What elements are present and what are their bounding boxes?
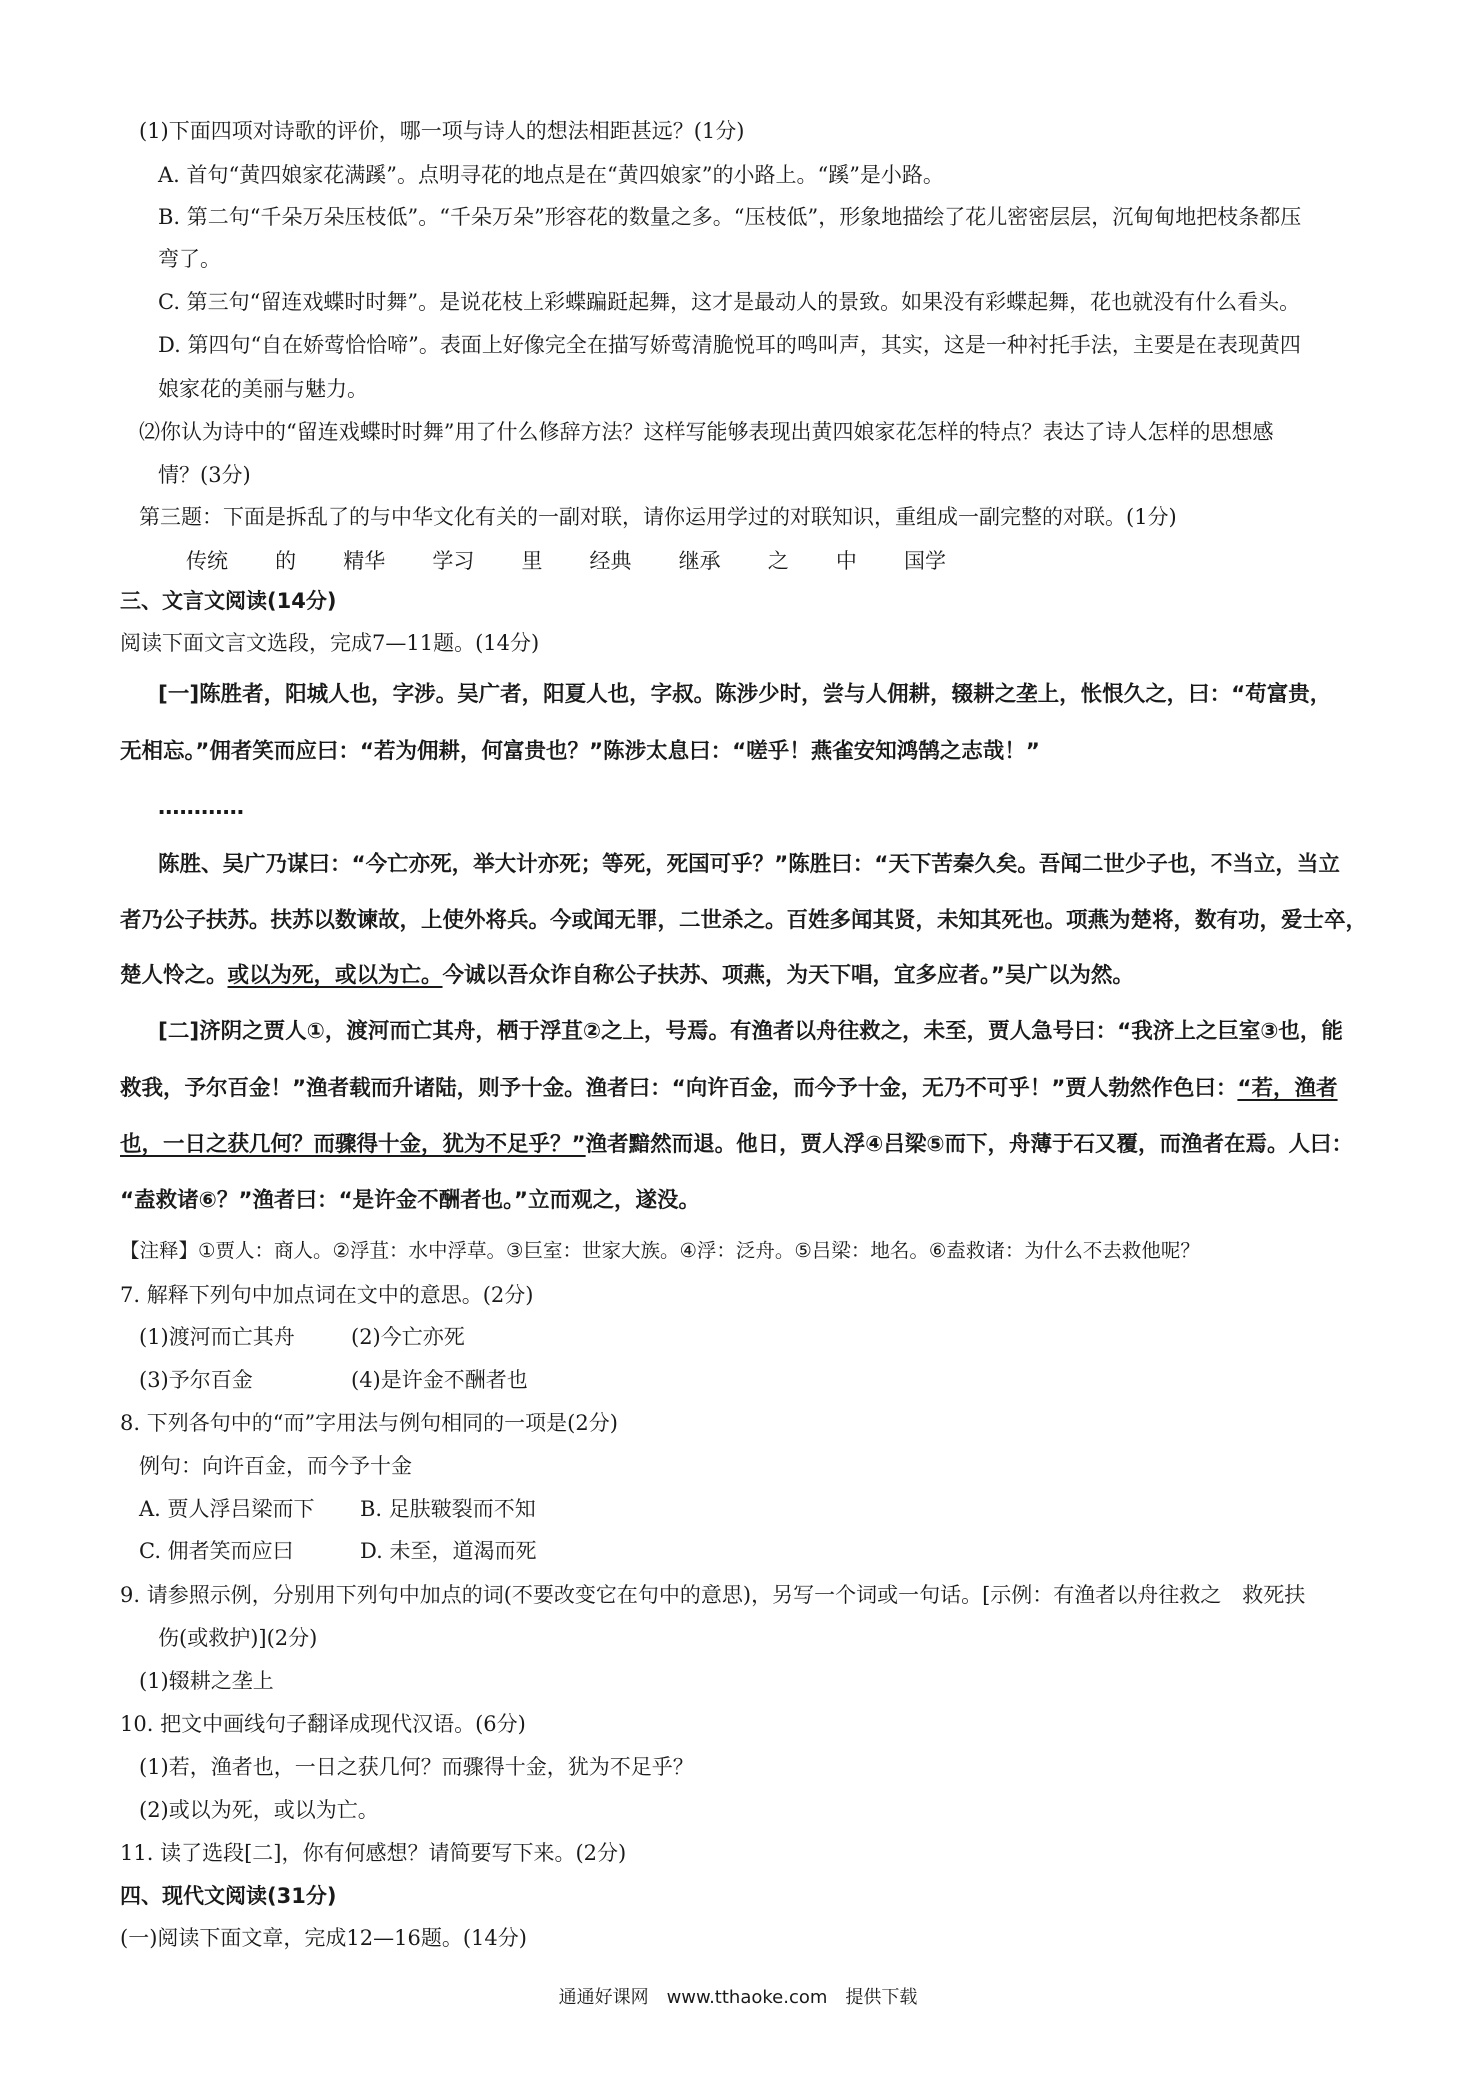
question-8-option-b: B. 足肤皲裂而不知: [360, 1497, 536, 1521]
underlined-sentence: 也，一日之获几何？而骤得十金，犹为不足乎？”: [120, 1132, 586, 1157]
couplet-word: 中: [835, 549, 857, 573]
question-9-item1: (1)辍耕之垄上: [139, 1669, 274, 1693]
question-11: 11. 读了选段[二]，你有何感想？请简要写下来。(2分): [120, 1841, 627, 1865]
question-10: 10. 把文中画线句子翻译成现代汉语。(6分): [120, 1712, 526, 1736]
passage-1-line1: [一]陈胜者，阳城人也，字涉。吴广者，阳夏人也，字叔。陈涉少时，尝与人佣耕，辍耕之垄上，怅恨久之，曰：“苟富贵，: [158, 682, 1332, 707]
section-4-heading: 四、现代文阅读(31分): [120, 1884, 337, 1908]
passage-2-text: 楚人怜之。: [120, 963, 228, 988]
question-10-item1: (1)若，渔者也，一日之获几何？而骤得十金，犹为不足乎？: [139, 1755, 694, 1779]
couplet-word: 精华: [343, 549, 386, 573]
section-4-intro: (一)阅读下面文章，完成12—16题。(14分): [120, 1926, 527, 1950]
question-8-option-c: C. 佣者笑而应曰: [139, 1539, 294, 1563]
question-8: 8. 下列各句中的“而”字用法与例句相同的一项是(2分): [120, 1411, 618, 1435]
passage-2-text: 今诚以吾众诈自称公子扶苏、项燕，为天下唱，宜多应者。”吴广以为然。: [442, 963, 1134, 988]
question-7-item1: (1)渡河而亡其舟: [139, 1325, 295, 1349]
option-d-line1: D. 第四句“自在娇莺恰恰啼”。表面上好像完全在描写娇莺清脆悦耳的鸣叫声，其实，这是一种衬托手法，主要是在表现黄四: [158, 333, 1301, 357]
couplet-word: 的: [275, 549, 297, 573]
passage-1-line2: 无相忘。”佣者笑而应曰：“若为佣耕，何富贵也？”陈涉太息曰：“嗟乎！燕雀安知鸿鹄之志哉！”: [120, 739, 1040, 764]
couplet-word: 国学: [903, 549, 946, 573]
couplet-word-row: [186, 545, 946, 575]
couplet-word: 经典: [589, 549, 632, 573]
passage-3-text: 渔者黯然而退。他日，贾人浮④吕梁⑤而下，舟薄于石又覆，而渔者在焉。人曰：: [585, 1132, 1354, 1157]
ellipsis: …………: [158, 795, 244, 820]
option-b-line1: B. 第二句“千朵万朵压枝低”。“千朵万朵”形容花的数量之多。“压枝低”，形象地描绘了花儿密密层层，沉甸甸地把枝条都压: [158, 205, 1302, 229]
couplet-word: 继承: [678, 549, 721, 573]
option-b-line2: 弯了。: [158, 247, 221, 271]
option-a: A. 首句“黄四娘家花满蹊”。点明寻花的地点是在“黄四娘家”的小路上。“蹊”是小路。: [158, 163, 944, 187]
question-2-line1: ⑵你认为诗中的“留连戏蝶时时舞”用了什么修辞方法？这样写能够表现出黄四娘家花怎样的特点？表达了诗人怎样的思想感: [139, 420, 1274, 444]
question-7-item4: (4)是许金不酬者也: [351, 1368, 528, 1392]
passage-2-line3: [120, 961, 1134, 991]
option-d-line2: 娘家花的美丽与魅力。: [158, 377, 368, 401]
question-8-option-a: A. 贾人浮吕梁而下: [139, 1497, 315, 1521]
option-c: C. 第三句“留连戏蝶时时舞”。是说花枝上彩蝶蹁跹起舞，这才是最动人的景致。如果没有彩蝶起舞，花也就没有什么看头。: [158, 290, 1301, 314]
underlined-sentence: “若，渔者: [1237, 1076, 1338, 1101]
passage-3-line3: [120, 1130, 1353, 1160]
couplet-word: 传统: [186, 549, 228, 573]
question-1: (1)下面四项对诗歌的评价，哪一项与诗人的想法相距甚远？(1分): [139, 119, 745, 143]
section-3-intro: 阅读下面文言文选段，完成7—11题。(14分): [120, 631, 540, 655]
annotation-note: 【注释】①贾人：商人。②浮苴：水中浮草。③巨室：世家大族。④浮：泛舟。⑤吕梁：地名。⑥盍救诸：为什么不去救他呢？: [120, 1239, 1200, 1262]
passage-2-line2: 者乃公子扶苏。扶苏以数谏故，上使外将兵。今或闻无罪，二世杀之。百姓多闻其贤，未知其死也。项燕为楚将，数有功，爱士卒，: [120, 908, 1368, 933]
question-3: 第三题：下面是拆乱了的与中华文化有关的一副对联，请你运用学过的对联知识，重组成一副完整的对联。(1分): [139, 505, 1177, 529]
passage-3-line2: [120, 1074, 1338, 1104]
question-9-line1: 9. 请参照示例，分别用下列句中加点的词(不要改变它在句中的意思)，另写一个词或一句话。[示例：有渔者以舟往救之 救死扶: [120, 1583, 1306, 1607]
couplet-word: 学习: [432, 549, 475, 573]
couplet-word: 之: [767, 549, 789, 573]
question-2-line2: 情？(3分): [158, 463, 251, 487]
passage-3-line4: “盍救诸⑥？”渔者曰：“是许金不酬者也。”立而观之，遂没。: [120, 1188, 700, 1213]
question-8-option-d: D. 未至，道渴而死: [360, 1539, 537, 1563]
passage-3-text: 救我，予尔百金！”渔者载而升诸陆，则予十金。渔者曰：“向许百金，而今予十金，无乃不可乎！”贾人勃然作色曰：: [120, 1076, 1238, 1101]
question-10-item2: (2)或以为死，或以为亡。: [139, 1798, 379, 1822]
underlined-sentence: 或以为死，或以为亡。: [227, 963, 443, 988]
question-7-item3: (3)予尔百金: [139, 1368, 253, 1392]
couplet-word: 里: [521, 549, 543, 573]
question-8-example: 例句：向许百金，而今予十金: [139, 1454, 412, 1478]
passage-2-line1: 陈胜、吴广乃谋曰：“今亡亦死，举大计亦死；等死，死国可乎？”陈胜曰：“天下苦秦久矣。吾闻二世少子也，不当立，当立: [158, 852, 1340, 877]
section-3-heading: 三、文言文阅读(14分): [120, 589, 337, 613]
question-7-item2: (2)今亡亦死: [351, 1325, 465, 1349]
page-footer: 通通好课网 www.tthaoke.com 提供下载: [558, 1987, 918, 2008]
question-7: 7. 解释下列句中加点词在文中的意思。(2分): [120, 1283, 534, 1307]
question-9-line2: 伤(或救护)](2分): [158, 1626, 318, 1650]
passage-3-line1: [二]济阴之贾人①，渡河而亡其舟，栖于浮苴②之上，号焉。有渔者以舟往救之，未至，贾人急号曰：“我济上之巨室③也，能: [158, 1019, 1343, 1044]
